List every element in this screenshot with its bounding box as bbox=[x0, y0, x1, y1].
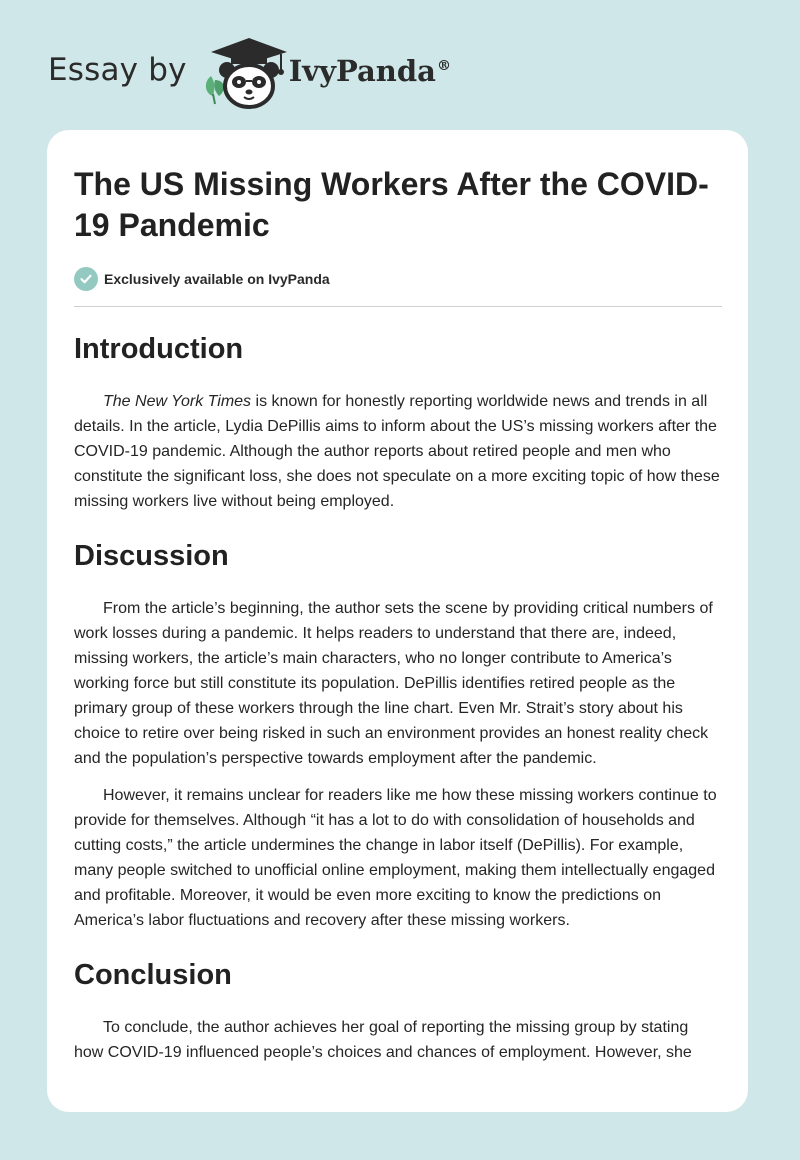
section-heading: Conclusion bbox=[74, 959, 232, 991]
essay-by-label: Essay by bbox=[48, 52, 187, 88]
article-title: The US Missing Workers After the COVID-19 Pandemic bbox=[74, 166, 709, 243]
paragraph: The New York Times is known for honestly reporting worldwide news and trends in all details. In the article, Lydia DePillis aims to inform about the US’s missing workers after the COVID-19 pandemic. Although the author reports about retired people and men who constitute the significant loss, she does not speculate on a more exciting topic of how these missing workers live without being employed. bbox=[74, 393, 720, 510]
section-heading: Introduction bbox=[74, 333, 244, 365]
section-introduction bbox=[74, 331, 722, 514]
paragraph: However, it remains unclear for readers like me how these missing workers continue to provide for themselves. Although “it has a lot to do with consolidation of households and cutting costs,” the article undermines the change in labor itself (DePillis). For example, many people switched to unofficial online employment, making them intellectually engaged and profitable. Moreover, it would be even more exciting to know the predictions on America’s labor fluctuations and recovery after these missing workers. bbox=[74, 787, 717, 929]
article-content bbox=[74, 164, 722, 1077]
section-discussion bbox=[74, 538, 722, 933]
check-circle-icon bbox=[74, 267, 98, 291]
article-card bbox=[47, 130, 748, 1112]
publication-name: The New York Times bbox=[103, 393, 252, 410]
exclusive-badge bbox=[74, 266, 722, 292]
divider bbox=[74, 306, 722, 307]
section-heading: Discussion bbox=[74, 540, 229, 572]
paragraph: To conclude, the author achieves her goal of reporting the missing group by stating how COVID-19 influenced people’s choices and chances of employment. However, she bbox=[74, 1019, 692, 1061]
registered-mark: ® bbox=[436, 58, 451, 75]
section-conclusion bbox=[74, 957, 722, 1065]
paragraph: From the article’s beginning, the author sets the scene by providing critical numbers of work losses during a pandemic. It helps readers to understand that there are, indeed, missing workers, the article’s main characters, who no longer contribute to America’s working force but still constitute its population. DePillis identifies retired people as the primary group of these workers through the line chart. Even Mr. Strait’s story about his choice to retire over being risked in such an environment provides an honest reality check and the population’s perspective towards employment after the pandemic. bbox=[74, 600, 713, 767]
site-header bbox=[48, 34, 451, 110]
panda-graduate-icon[interactable] bbox=[201, 34, 297, 110]
exclusive-text: Exclusively available on IvyPanda bbox=[104, 271, 330, 287]
brand-name[interactable]: IvyPanda® bbox=[288, 54, 451, 88]
